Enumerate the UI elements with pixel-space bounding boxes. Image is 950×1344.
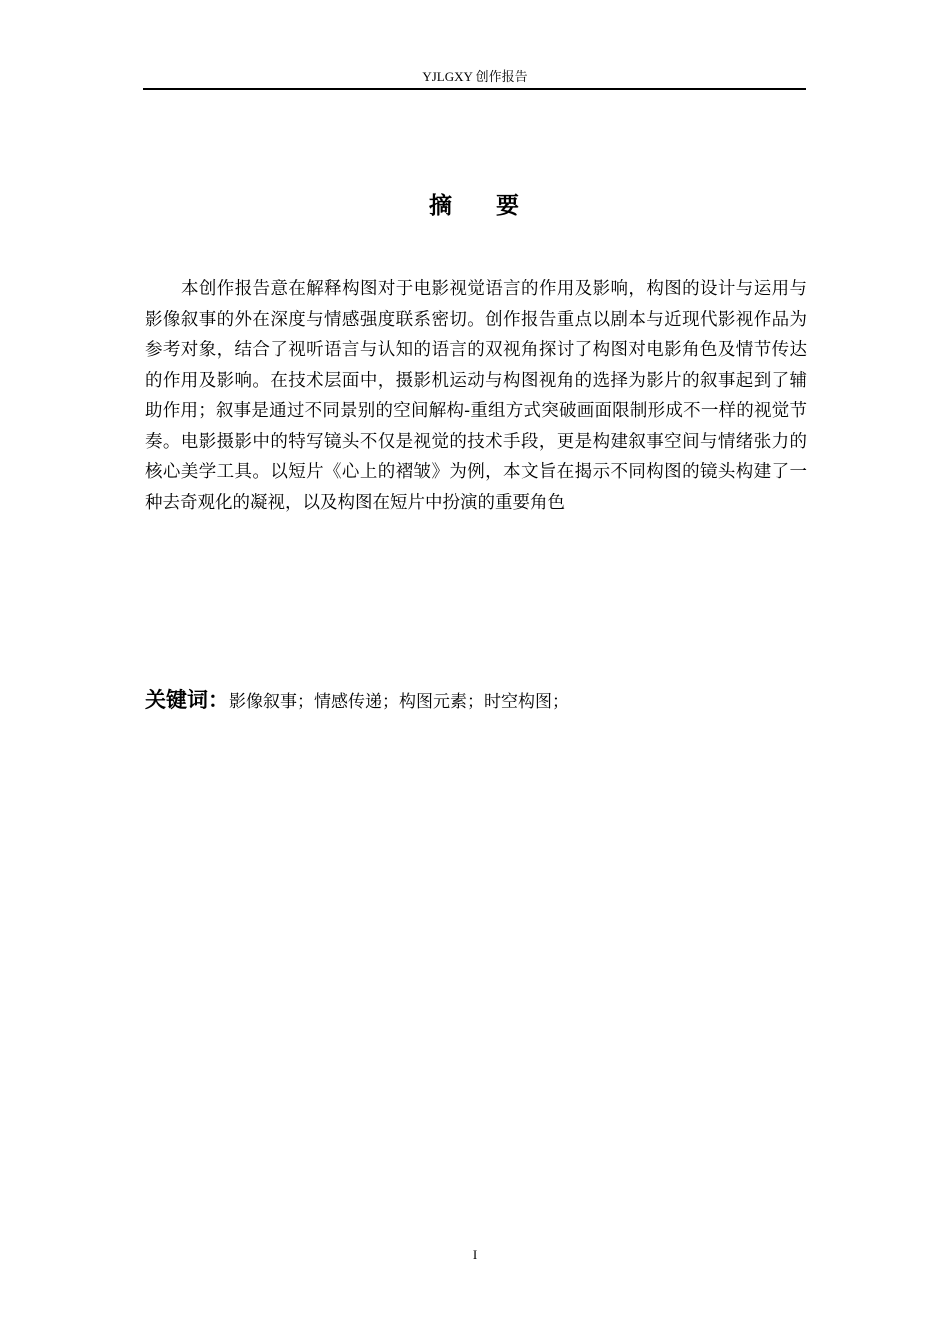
abstract-title-char-1: 摘 bbox=[429, 193, 454, 219]
running-header: YJLGXY 创作报告 bbox=[422, 69, 528, 84]
abstract-body: 本创作报告意在解释构图对于电影视觉语言的作用及影响，构图的设计与运用与影像叙事的外在深度与情感强度联系密切。创作报告重点以剧本与近现代影视作品为参考对象，结合了视听语言与认知的语言的双视角探讨了构图对电影角色及情节传达的作用及影响。在技术层面中，摄影机运动与构图视角的选择为影片的叙事起到了辅助作用；叙事是通过不同景别的空间解构-重组方式突破画面限制形成不一样的视觉节奏。电影摄影中的特写镜头不仅是视觉的技术手段，更是构建叙事空间与情绪张力的核心美学工具。以短片《心上的褶皱》为例，本文旨在揭示不同构图的镜头构建了一种去奇观化的凝视，以及构图在短片中扮演的重要角色 bbox=[145, 279, 807, 513]
abstract-title bbox=[0, 190, 950, 222]
page-number: I bbox=[472, 1247, 478, 1262]
abstract-title-char-2: 要 bbox=[496, 193, 521, 219]
keywords-line bbox=[145, 685, 569, 717]
header-rule bbox=[143, 88, 806, 90]
keywords-label: 关键词： bbox=[145, 688, 229, 712]
keywords-list: 影像叙事；情感传递；构图元素；时空构图； bbox=[229, 692, 569, 712]
